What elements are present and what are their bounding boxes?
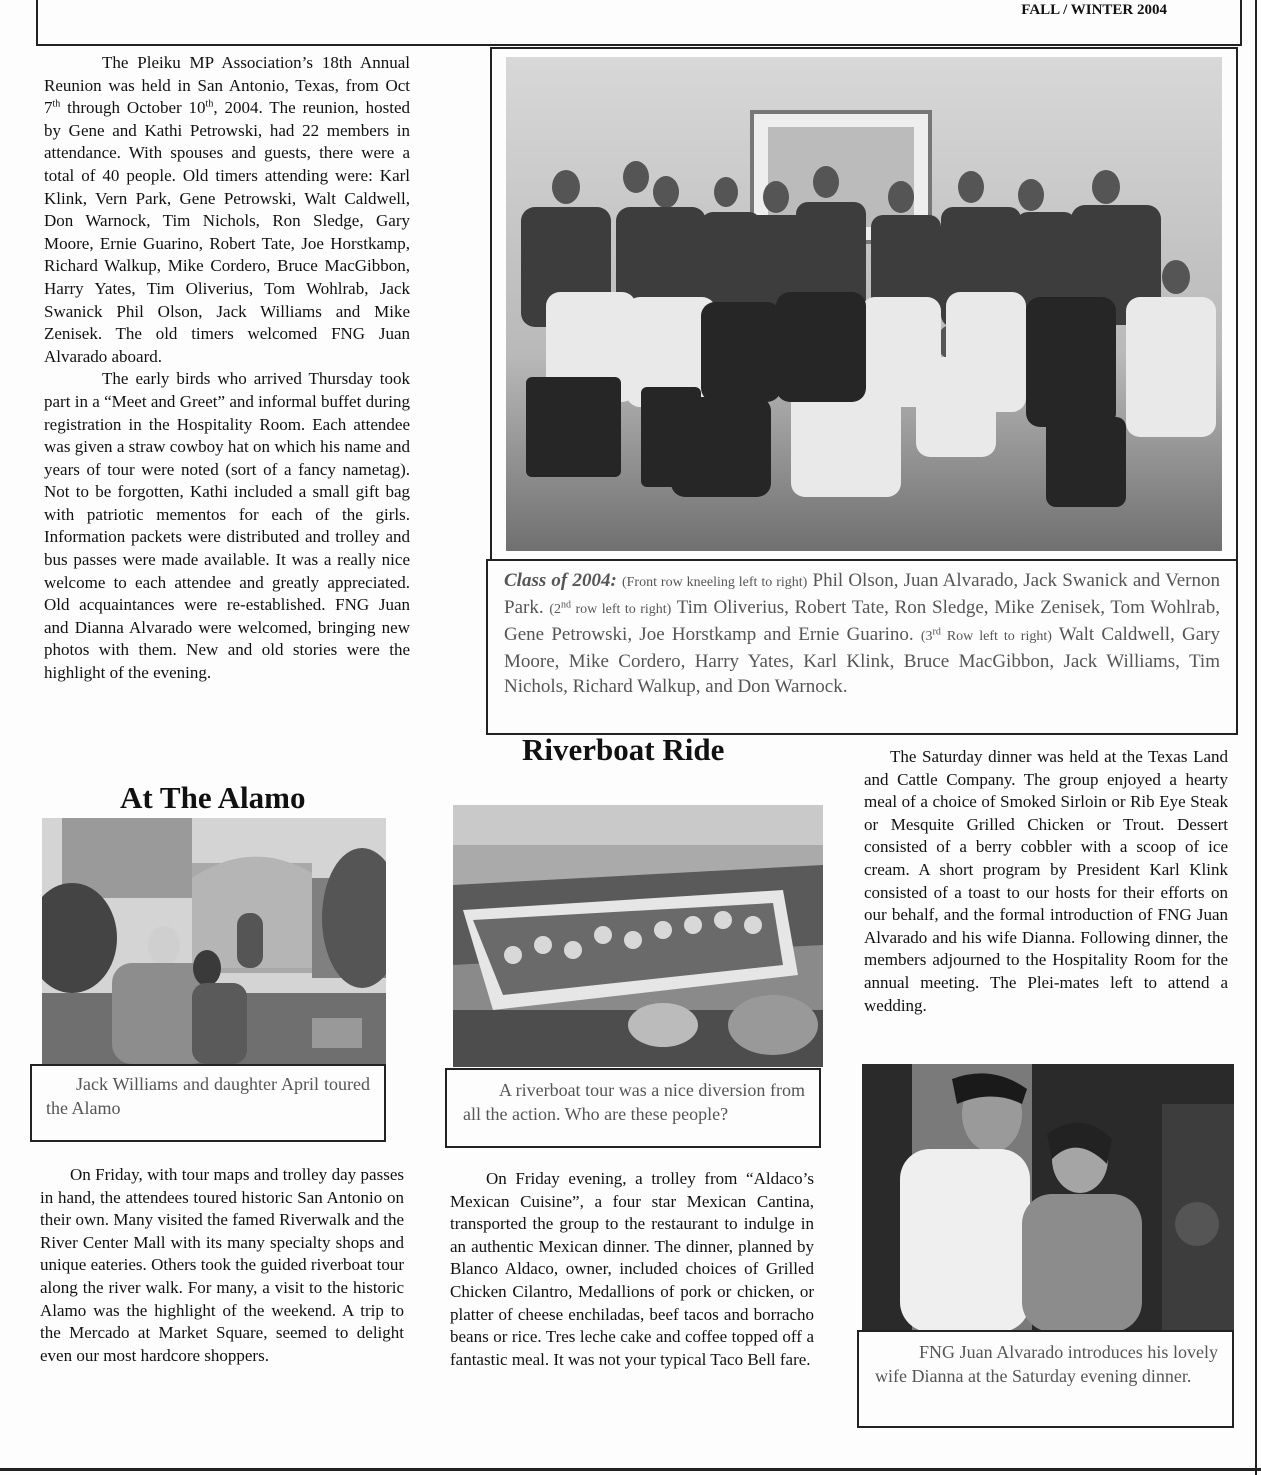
- meet-greet-paragraph: The early birds who arrived Thursday took part in a “Meet and Greet” and informal buffet during registration in the Hospitality Room. Each attendee was given a straw cowboy hat on which his name and years of tour were noted (sort of a fancy nametag). Not to be forgotten, Kathi included a small gift bag with patriotic mementos for each of the girls. Information packets were distributed and trolley and bus passes were made available. It was a really nice welcome to each attendee and greatly appreciated. Old acquaintances were re-established. FNG Juan and Dianna Alvarado were welcomed, bringing new photos with them. New and old stories were the highlight of the evening.: [44, 369, 410, 683]
- issue-label: FALL / WINTER 2004: [1021, 2, 1167, 18]
- riverboat-text: On Friday evening, a trolley from “Aldaco’s Mexican Cuisine”, a four star Mexican Cantina, transported the group to the restaurant to indulge in an authentic Mexican dinner. The dinner, planned by Blanco Aldaco, owner, included choices of Grilled Chicken Cilantro, Medallions of pork or chicken, or platter of cheese enchiladas, beef tacos and borracho beans or rice. Tres leche cake and coffee topped off a fantastic meal. It was not your typical Taco Bell fare.: [450, 1169, 814, 1369]
- riverboat-caption: A riverboat tour was a nice diversion from all the action. Who are these people?: [445, 1068, 821, 1148]
- left-column: [44, 52, 410, 685]
- bottom-rule: [0, 1468, 1261, 1471]
- dinner-caption: FNG Juan Alvarado introduces his lovely wife Dianna at the Saturday evening dinner.: [857, 1330, 1234, 1428]
- riverboat-photo: [453, 805, 823, 1067]
- class-photo-caption: Class of 2004: (Front row kneeling left to right) Phil Olson, Juan Alvarado, Jack Swanick and Vernon Park. (2nd row left to right) Tim Oliverius, Robert Tate, Ron Sledge, Mike Zenisek, Tom Wohlrab, Gene Petrowski, Joe Horstkamp and Ernie Guarino. (3rd Row left to right) Walt Caldwell, Gary Moore, Mike Cordero, Harry Yates, Karl Klink, Bruce MacGibbon, Jack Williams, Tim Nichols, Richard Walkup, and Don Warnock.: [504, 570, 1221, 697]
- alamo-photo: [42, 818, 386, 1064]
- right-rule: [1255, 0, 1257, 1475]
- dinner-text: The Saturday dinner was held at the Texas Land and Cattle Company. The group enjoyed a hearty meal of a choice of Smoked Sirloin or Rib Eye Steak or Mesquite Grilled Chicken or Trout. Dessert consisted of a berry cobbler with a scoop of ice cream. A short program by President Karl Klink consisted of a toast to our hosts for their efforts on our behalf, and the formal introduction of FNG Juan Alvarado and his wife Dianna. Following dinner, the members adjourned to the Hospitality Room for the annual meeting. The Plei-mates left to attend a wedding.: [864, 747, 1228, 1015]
- intro-paragraph: The Pleiku MP Association’s 18th Annual Reunion was held in San Antonio, Texas, from Oct 7th through October 10th, 2004. The reunion, hosted by Gene and Kathi Petrowski, had 22 members in attendance. With spouses and guests, there were a total of 40 people. Old timers attending were: Karl Klink, Vern Park, Gene Petrowski, Walt Caldwell, Don Warnock, Tim Nichols, Ron Sledge, Gary Moore, Ernie Guarino, Robert Tate, Joe Horstkamp, Richard Walkup, Mike Cordero, Bruce MacGibbon, Harry Yates, Tim Oliverius, Tom Wohlrab, Jack Swanick Phil Olson, Jack Williams and Mike Zenisek. The old timers welcomed FNG Juan Alvarado aboard.: [44, 53, 411, 366]
- class-caption-title: Class of 2004:: [504, 570, 617, 591]
- alamo-heading: At The Alamo: [120, 780, 306, 815]
- class-photo: [506, 57, 1222, 551]
- dinner-photo: [862, 1064, 1234, 1332]
- alamo-text: On Friday, with tour maps and trolley day passes in hand, the attendees toured historic San Antonio on their own. Many visited the famed Riverwalk and the River Center Mall with its many specialty shops and unique eateries. Others took the guided riverboat tour along the river walk. For many, a visit to the historic Alamo was the highlight of the weekend. A trip to the Mercado at Market Square, seemed to delight even our most hardcore shoppers.: [40, 1165, 404, 1365]
- alamo-caption: Jack Williams and daughter April toured the Alamo: [30, 1064, 386, 1142]
- riverboat-heading: Riverboat Ride: [522, 732, 725, 767]
